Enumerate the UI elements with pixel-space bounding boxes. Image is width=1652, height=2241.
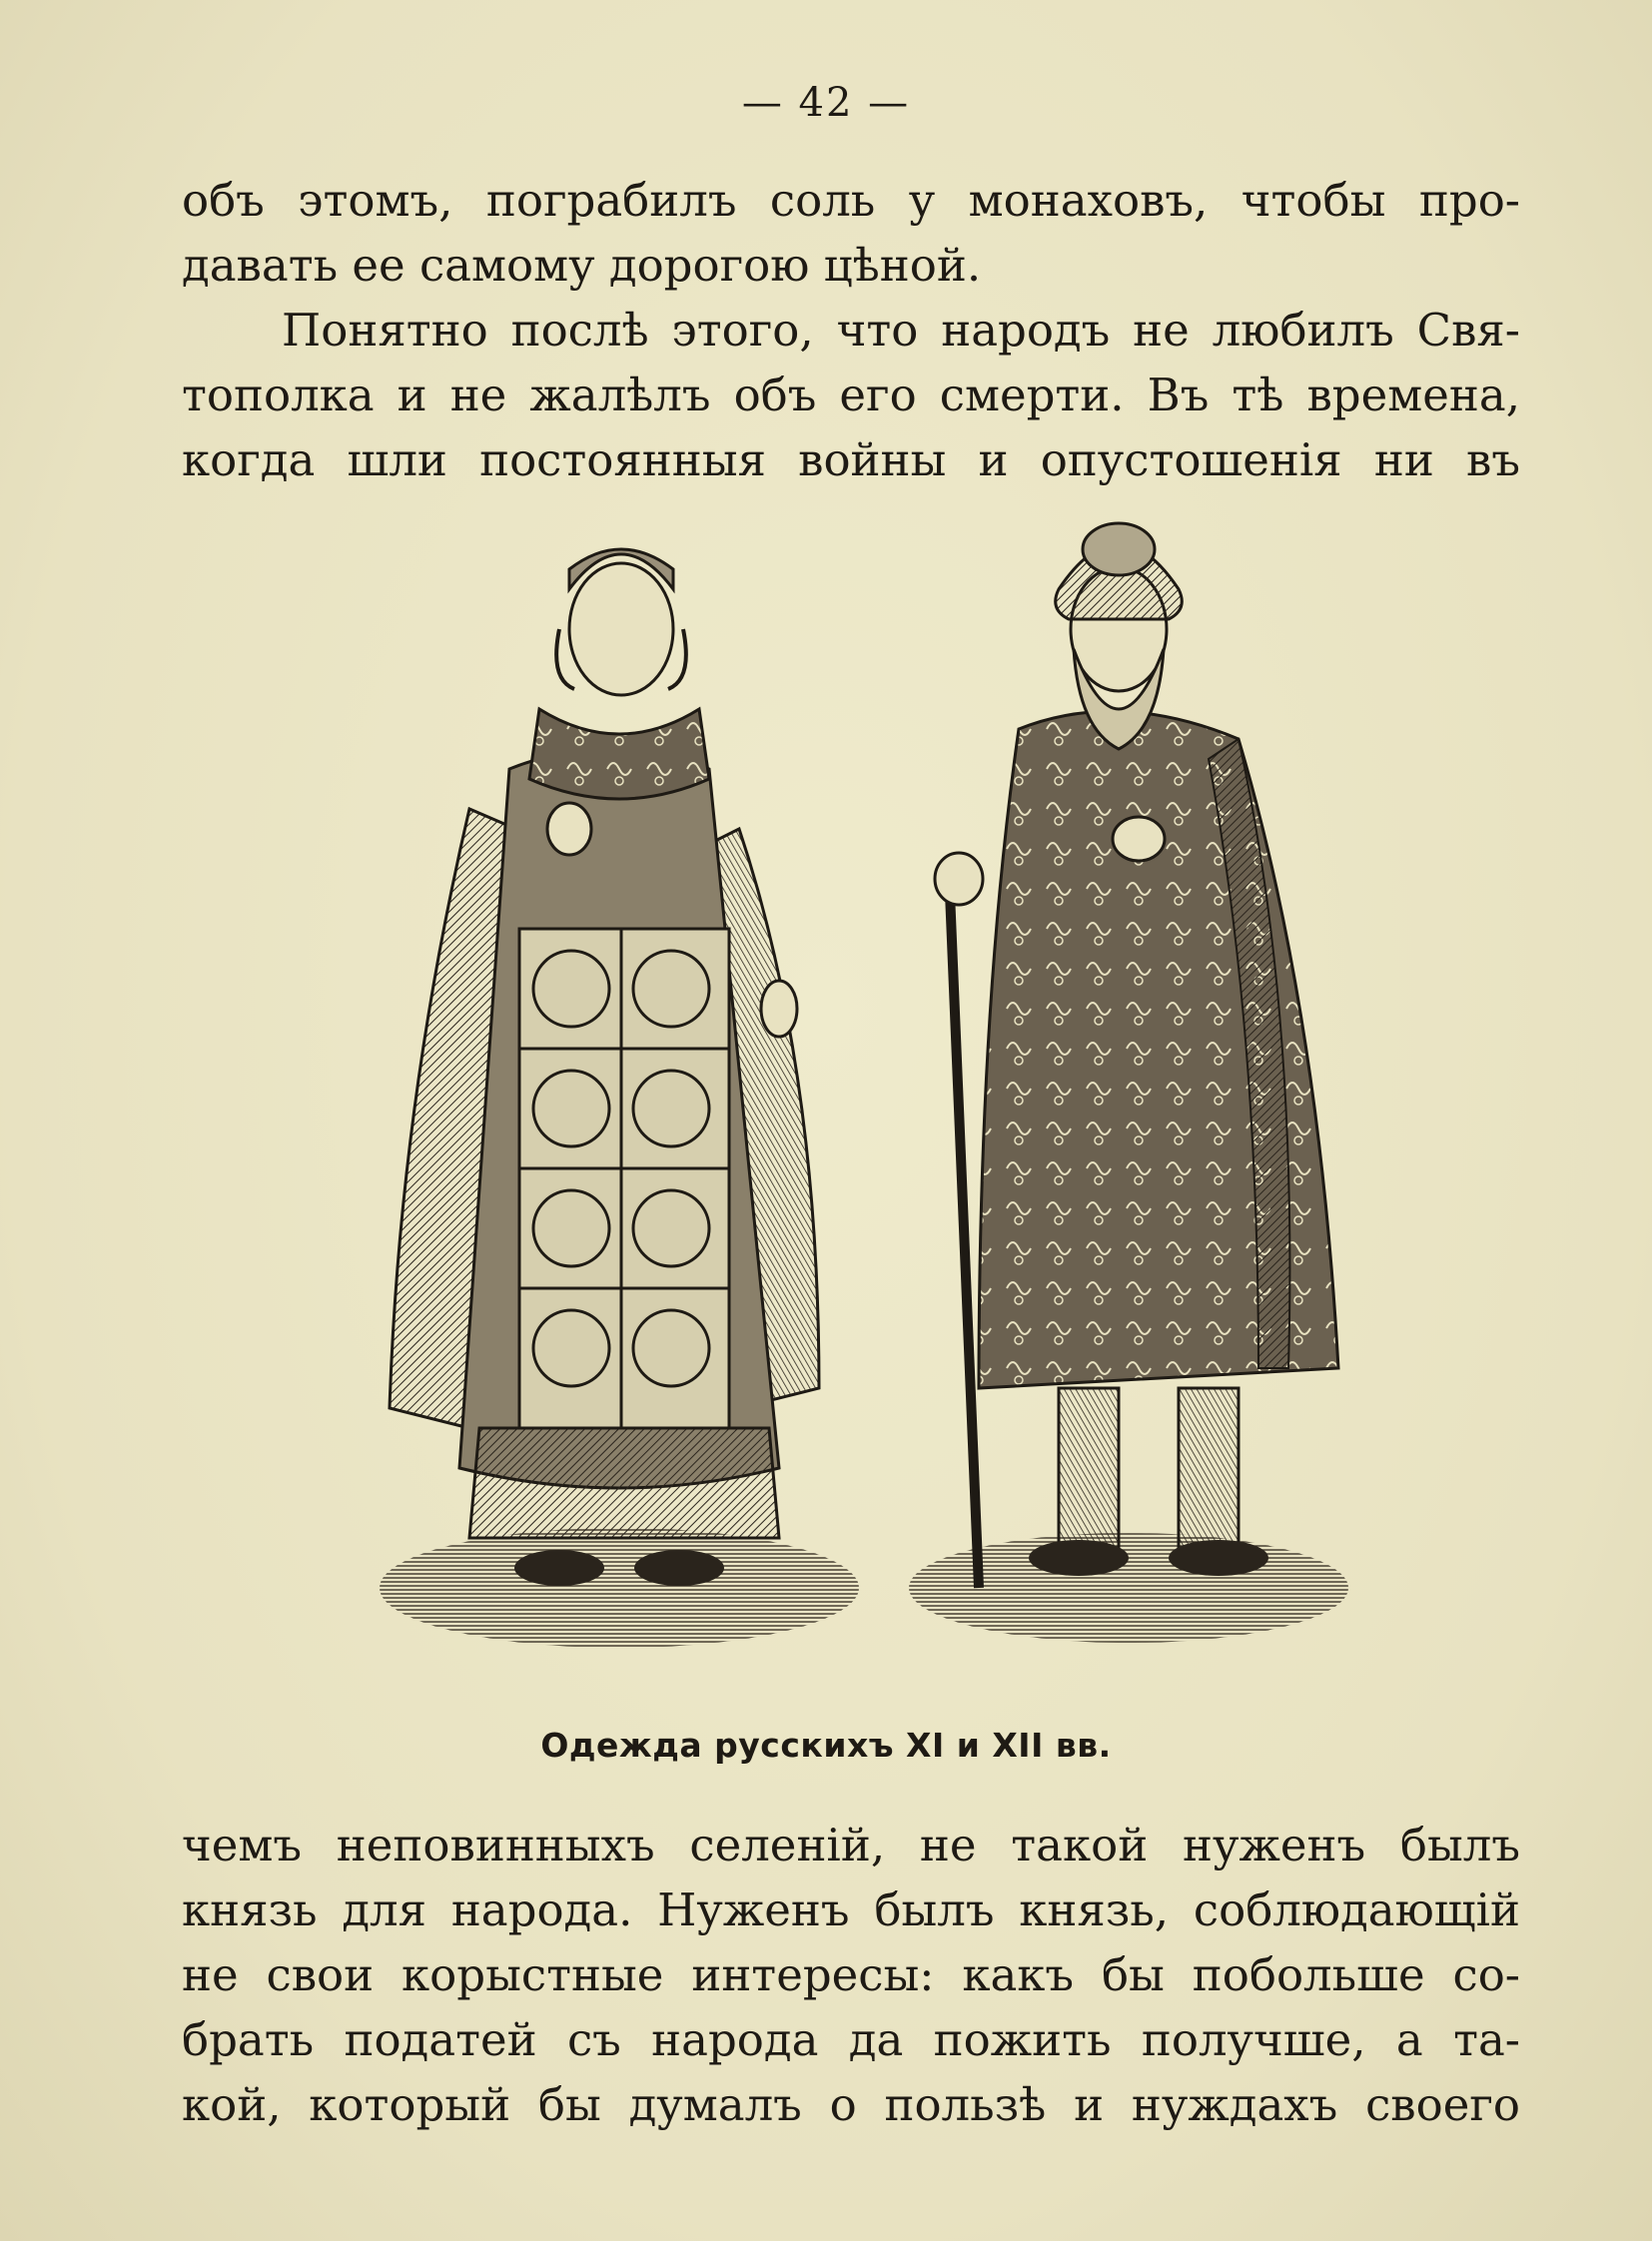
left-figure <box>380 549 859 1648</box>
page-number: — 42 — <box>741 80 911 126</box>
figure-caption: Одежда русскихъ XI и XII вв. <box>540 1726 1112 1765</box>
text-line: тополка и не жалѣлъ объ его смерти. Въ тѣ времена, <box>182 369 1520 421</box>
text-line: брать податей съ народа да пожить получше, а та- <box>182 2013 1520 2066</box>
bottom-text-block <box>182 1813 1520 2137</box>
text-line: не свои корыстные интересы: какъ бы побольше со- <box>182 1948 1520 2001</box>
right-figure <box>909 523 1348 1643</box>
text-line: объ этомъ, пограбилъ соль у монаховъ, чтобы про- <box>182 174 1520 227</box>
text-line: давать ее самому дорогою цѣной. <box>182 239 982 292</box>
top-text-block <box>182 168 1520 492</box>
text-line: князь для народа. Нуженъ былъ князь, соблюдающiй <box>182 1883 1520 1936</box>
engraving-illustration <box>360 509 1378 1698</box>
text-line: чемъ неповинныхъ селенiй, не такой нуженъ былъ <box>182 1819 1520 1871</box>
text-line: кой, который бы думалъ о пользѣ и нуждахъ своего <box>182 2078 1520 2131</box>
text-line: когда шли постоянныя войны и опустошенія ни въ <box>182 433 1520 486</box>
text-line: Понятно послѣ этого, что народъ не любилъ Свя- <box>282 304 1520 357</box>
